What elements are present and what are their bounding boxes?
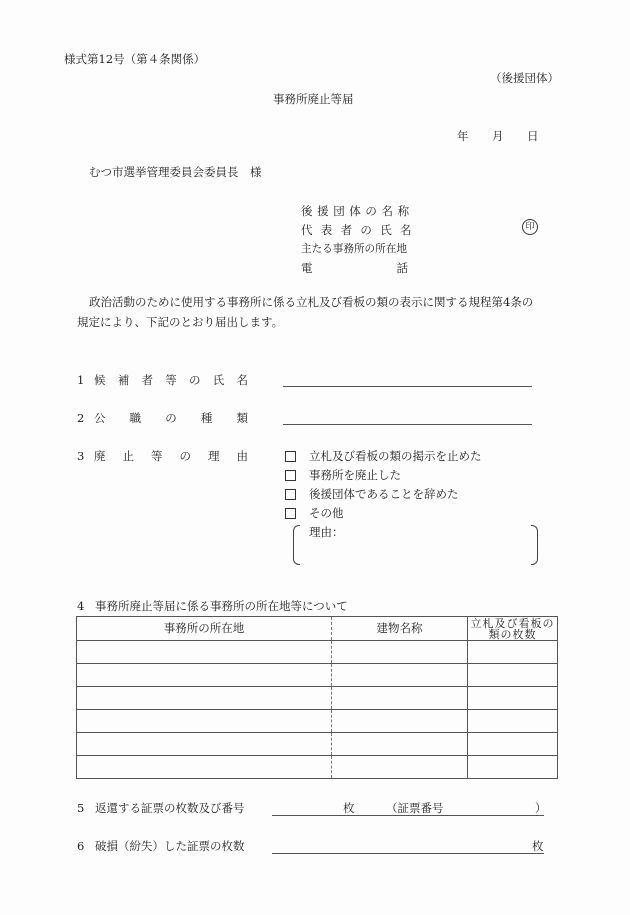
office-location-table: [76, 616, 558, 779]
ticket-number-field[interactable]: [445, 796, 535, 814]
item2-char: 職: [129, 411, 142, 425]
table-header-row: [77, 617, 558, 641]
representative-name-text: 代表者の氏名: [301, 223, 420, 237]
intro-line-2: 規定により、下記のとおり届出します。: [77, 315, 284, 329]
item3-char: の: [179, 449, 191, 463]
address-cell[interactable]: [77, 756, 332, 779]
address-cell[interactable]: [77, 664, 332, 687]
other-reason-field[interactable]: [345, 525, 525, 563]
item2-char: 類: [236, 411, 248, 425]
main-office-address-label: 主たる事務所の所在地: [301, 243, 407, 255]
addressee: むつ市選挙管理委員会委員長 様: [89, 165, 262, 179]
item5-underline: [272, 815, 544, 816]
item3-char: 廃: [94, 449, 106, 463]
item3-char: 由: [236, 449, 248, 463]
option-label: 事務所を廃止した: [309, 468, 401, 482]
applicant-type: （後援団体）: [490, 71, 559, 85]
item3-char: 理: [208, 449, 220, 463]
item4-title: 事務所廃止等届に係る事務所の所在地等について: [95, 599, 348, 613]
item2-number: 2: [77, 411, 85, 425]
bracket-left: [293, 525, 300, 565]
item1-char: 氏: [212, 373, 225, 387]
address-cell[interactable]: [77, 687, 332, 710]
address-cell[interactable]: [77, 733, 332, 756]
reason-option-left-support-group[interactable]: [285, 489, 459, 501]
date-year-label: 年: [457, 129, 469, 143]
building-cell[interactable]: [332, 710, 468, 733]
bracket-right: [531, 525, 538, 565]
applicant-name-label: [301, 204, 414, 218]
table-row: [77, 710, 558, 733]
option-label: 立札及び看板の類の掲示を止めた: [309, 449, 482, 463]
item6-label: 破損（紛失）した証票の枚数: [95, 839, 245, 853]
seal-mark: 印: [522, 219, 538, 235]
returned-ticket-count-field[interactable]: [272, 796, 342, 814]
representative-name-label: [301, 223, 420, 237]
item2-char: 公: [94, 411, 106, 425]
building-cell[interactable]: [332, 733, 468, 756]
checkbox[interactable]: [285, 489, 296, 500]
sign-count-cell[interactable]: [468, 756, 558, 779]
column-header-building: 建物名称: [332, 617, 468, 641]
sign-count-cell[interactable]: [468, 641, 558, 664]
item1-char: 候: [94, 373, 106, 387]
date-day-label: 日: [527, 129, 539, 143]
date-month-label: 月: [492, 129, 504, 143]
ticket-number-close: ）: [535, 801, 547, 815]
applicant-name-text: 後援団体の名称: [301, 204, 414, 218]
item1-char: 名: [236, 373, 248, 387]
item6-underline: [272, 853, 544, 854]
damaged-ticket-count-field[interactable]: [272, 834, 527, 852]
item5-unit: 枚: [343, 801, 355, 815]
checkbox[interactable]: [285, 451, 296, 462]
ticket-number-open: （証票番号: [386, 801, 444, 815]
item2-char: 種: [200, 411, 213, 425]
table-row: [77, 641, 558, 664]
column-header-sign-count: 立札及び看板の類の枚数: [468, 617, 558, 641]
table-row: [77, 664, 558, 687]
building-cell[interactable]: [332, 687, 468, 710]
item1-char: 等: [165, 373, 177, 387]
sign-count-cell[interactable]: [468, 687, 558, 710]
reason-option-office-closed[interactable]: [285, 470, 401, 482]
sign-count-cell[interactable]: [468, 733, 558, 756]
table-row: [77, 687, 558, 710]
candidate-name-field[interactable]: [283, 386, 532, 387]
building-cell[interactable]: [332, 641, 468, 664]
intro-line-1: 政治活動のために使用する事務所に係る立札及び看板の類の表示に関する規程第4条の: [89, 295, 534, 309]
checkbox[interactable]: [285, 470, 296, 481]
item3-char: 止: [122, 449, 134, 463]
item6-number: 6: [77, 839, 85, 853]
reason-option-stop-display[interactable]: [285, 451, 482, 463]
phone-label: [301, 263, 408, 275]
item3-number: 3: [77, 449, 85, 463]
reason-label: 理由：: [309, 525, 344, 539]
item6-unit: 枚: [532, 839, 544, 853]
item3-label: [94, 451, 248, 463]
option-label: その他: [309, 506, 344, 520]
table-row: [77, 756, 558, 779]
reason-option-other[interactable]: [285, 508, 344, 520]
table-row: [77, 733, 558, 756]
sign-count-cell[interactable]: [468, 710, 558, 733]
checkbox[interactable]: [285, 508, 296, 519]
phone-label-right: 話: [396, 261, 408, 275]
address-cell[interactable]: [77, 641, 332, 664]
item2-label: [94, 413, 248, 425]
item1-char: の: [189, 373, 201, 387]
option-label: 後援団体であることを辞めた: [309, 487, 459, 501]
building-cell[interactable]: [332, 664, 468, 687]
phone-label-left: 電: [301, 261, 313, 275]
item4-number: 4: [77, 599, 85, 613]
public-office-type-field[interactable]: [283, 424, 532, 425]
sign-count-cell[interactable]: [468, 664, 558, 687]
item2-char: の: [165, 411, 177, 425]
item5-number: 5: [77, 801, 85, 815]
item1-label: [94, 375, 248, 387]
item1-char: 補: [117, 373, 130, 387]
form-number: 様式第12号（第４条関係）: [64, 52, 206, 66]
item1-number: 1: [77, 373, 85, 387]
item1-char: 者: [141, 373, 153, 387]
item3-char: 等: [151, 449, 163, 463]
column-header-address: 事務所の所在地: [77, 617, 332, 641]
item5-label: 返還する証票の枚数及び番号: [95, 801, 245, 815]
building-cell[interactable]: [332, 756, 468, 779]
page-title: 事務所廃止等届: [273, 92, 354, 106]
address-cell[interactable]: [77, 710, 332, 733]
